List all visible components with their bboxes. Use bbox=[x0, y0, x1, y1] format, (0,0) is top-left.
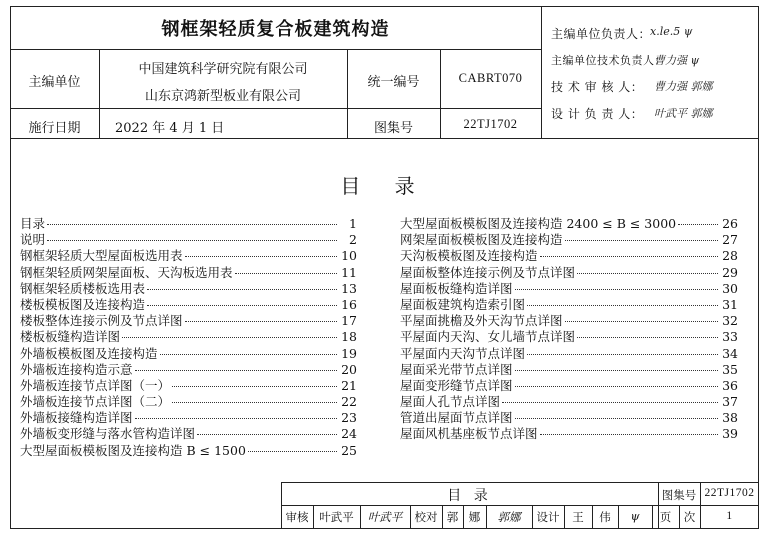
toc-leader-dots bbox=[540, 256, 718, 257]
toc-entry-title: 管道出屋面节点详图 bbox=[400, 410, 513, 426]
atlas-label: 图集号 bbox=[373, 121, 413, 136]
toc-entry[interactable] bbox=[20, 248, 357, 264]
toc-entry[interactable] bbox=[20, 232, 357, 248]
titleblock-cell: 叶武平 bbox=[367, 510, 403, 524]
toc-entry[interactable] bbox=[400, 426, 738, 442]
sponsor-2: 山东京鸿新型板业有限公司 bbox=[144, 89, 301, 104]
toc-entry-page: 31 bbox=[722, 296, 738, 312]
atlas-value: 22TJ1702 bbox=[463, 117, 518, 131]
toc-leader-dots bbox=[577, 273, 718, 274]
toc-title: 目 录 bbox=[340, 174, 429, 198]
toc-entry-page: 34 bbox=[722, 345, 738, 361]
toc-entry-title: 钢框架轻质楼板选用表 bbox=[20, 280, 146, 296]
titleblock-page-value: 1 bbox=[726, 510, 733, 522]
titleblock-cell: 审核 bbox=[285, 510, 309, 524]
titleblock-mid bbox=[281, 505, 759, 506]
toc-leader-dots bbox=[527, 305, 718, 306]
titleblock-top bbox=[281, 482, 759, 483]
toc-entry-title: 外墙板连接节点详图（一） bbox=[20, 377, 171, 393]
toc-leader-dots bbox=[147, 305, 337, 306]
toc-entry[interactable] bbox=[20, 426, 357, 442]
toc-leader-dots bbox=[515, 370, 718, 371]
toc-entry[interactable] bbox=[400, 362, 738, 378]
signature: 曹力强 ψ bbox=[654, 54, 700, 67]
toc-entry-title: 大型屋面板模板图及连接构造 2400 ≤ B ≤ 3000 bbox=[400, 216, 677, 231]
titleblock-atlas-label: 图集号 bbox=[661, 488, 697, 502]
toc-entry-title: 屋面板建筑构造索引图 bbox=[400, 296, 526, 312]
toc-entry-title: 目录 bbox=[20, 216, 46, 231]
code-value: CABRT070 bbox=[458, 71, 523, 85]
titleblock-cell: 伟 bbox=[599, 510, 611, 524]
toc-entry-page: 2 bbox=[349, 232, 357, 248]
toc-entry[interactable] bbox=[20, 362, 357, 378]
toc-leader-dots bbox=[185, 256, 337, 257]
toc-leader-dots bbox=[172, 386, 337, 387]
toc-entry-page: 10 bbox=[341, 248, 357, 264]
toc-entry[interactable] bbox=[20, 443, 357, 459]
code-label: 统一编号 bbox=[367, 75, 420, 90]
toc-entry-title: 大型屋面板模板图及连接构造 B ≤ 1500 bbox=[20, 442, 246, 458]
toc-entry[interactable] bbox=[20, 329, 357, 345]
titleblock-cell: 王 bbox=[572, 510, 584, 524]
toc-entry[interactable] bbox=[20, 216, 357, 232]
titleblock-cell-divider bbox=[700, 505, 701, 529]
toc-entry-title: 说明 bbox=[20, 232, 46, 248]
toc-entry-page: 33 bbox=[722, 329, 738, 345]
toc-entry-title: 外墙板连接构造示意 bbox=[20, 361, 133, 377]
toc-entry-page: 20 bbox=[341, 361, 357, 377]
toc-leader-dots bbox=[172, 402, 337, 403]
signoff-role: 主编单位负责人： bbox=[551, 27, 652, 41]
toc-leader-dots bbox=[197, 434, 337, 435]
toc-entry[interactable] bbox=[20, 394, 357, 410]
toc-leader-dots bbox=[47, 224, 337, 225]
toc-entry[interactable] bbox=[400, 216, 738, 232]
toc-entry-title: 屋面变形缝节点详图 bbox=[400, 377, 513, 393]
toc-entry-title: 平屋面内天沟、女儿墙节点详图 bbox=[400, 329, 576, 345]
toc-entry-title: 外墙板接缝构造详图 bbox=[20, 410, 133, 426]
sponsor-label: 主编单位 bbox=[28, 75, 81, 90]
signature: 叶武平 郭娜 bbox=[654, 107, 713, 120]
toc-leader-dots bbox=[235, 273, 337, 274]
toc-entry-title: 屋面人孔节点详图 bbox=[400, 394, 501, 410]
titleblock-cell: 校对 bbox=[414, 510, 438, 524]
toc-entry[interactable] bbox=[400, 232, 738, 248]
toc-entry-page: 30 bbox=[722, 280, 738, 296]
toc-entry[interactable] bbox=[20, 346, 357, 362]
toc-entry-page: 22 bbox=[341, 394, 357, 410]
toc-entry[interactable] bbox=[400, 329, 738, 345]
toc-entry[interactable] bbox=[400, 410, 738, 426]
atlas-title: 钢框架轻质复合板建筑构造 bbox=[161, 19, 390, 40]
header-divider bbox=[10, 49, 541, 50]
sponsor-1: 中国建筑科学研究院有限公司 bbox=[138, 62, 308, 77]
toc-entry-title: 平屋面内天沟节点详图 bbox=[400, 345, 526, 361]
toc-entry-page: 36 bbox=[722, 377, 738, 393]
toc-entry-title: 外墙板模板图及连接构造 bbox=[20, 345, 158, 361]
date-label: 施行日期 bbox=[28, 121, 81, 136]
toc-entry[interactable] bbox=[400, 378, 738, 394]
toc-leader-dots bbox=[678, 224, 718, 225]
toc-entry[interactable] bbox=[400, 394, 738, 410]
toc-entry-page: 35 bbox=[722, 361, 738, 377]
date-value: 2022 年 4 月 1 日 bbox=[115, 121, 225, 136]
toc-entry[interactable] bbox=[400, 313, 738, 329]
toc-entry-title: 网架屋面板模板图及连接构造 bbox=[400, 232, 563, 248]
toc-entry-page: 29 bbox=[722, 264, 738, 280]
titleblock-cell: 娜 bbox=[468, 510, 481, 524]
toc-left-column bbox=[20, 216, 357, 459]
toc-entry-page: 38 bbox=[722, 410, 738, 426]
toc-entry-title: 楼板整体连接示例及节点详图 bbox=[20, 313, 183, 329]
signoff-role: 主编单位技术负责人： bbox=[551, 54, 666, 67]
titleblock-atlas-value: 22TJ1702 bbox=[704, 487, 755, 499]
titleblock-cell: 叶武平 bbox=[319, 510, 354, 524]
toc-entry-title: 楼板模板图及连接构造 bbox=[20, 296, 146, 312]
titleblock-cell: 页 bbox=[659, 510, 672, 524]
toc-entry-title: 天沟板模板图及连接构造 bbox=[400, 248, 538, 264]
toc-entry-page: 39 bbox=[722, 426, 738, 442]
toc-entry-title: 屋面板板缝构造详图 bbox=[400, 280, 513, 296]
toc-entry-page: 23 bbox=[341, 410, 357, 426]
header-divider bbox=[10, 108, 541, 109]
toc-entry-page: 26 bbox=[722, 216, 738, 231]
toc-leader-dots bbox=[135, 370, 337, 371]
toc-entry[interactable] bbox=[20, 265, 357, 281]
toc-entry-title: 屋面风机基座板节点详图 bbox=[400, 426, 538, 442]
toc-entry[interactable] bbox=[20, 313, 357, 329]
toc-entry-page: 25 bbox=[341, 442, 357, 458]
toc-entry-page: 16 bbox=[341, 296, 357, 312]
toc-entry-page: 37 bbox=[722, 394, 738, 410]
toc-entry-title: 外墙板变形缝与落水管构造详图 bbox=[20, 426, 196, 442]
toc-entry-page: 24 bbox=[341, 426, 357, 442]
toc-entry-page: 17 bbox=[341, 313, 357, 329]
toc-entry[interactable] bbox=[400, 297, 738, 313]
signoff-role: 技 术 审 核 人： bbox=[551, 80, 644, 94]
toc-entry-title: 钢框架轻质网架屋面板、天沟板选用表 bbox=[20, 264, 233, 280]
toc-leader-dots bbox=[47, 240, 337, 241]
signoff-divider bbox=[541, 6, 542, 138]
toc-entry-page: 11 bbox=[341, 264, 357, 280]
toc-entry-page: 19 bbox=[341, 345, 357, 361]
toc-leader-dots bbox=[540, 434, 718, 435]
header-bottom-line bbox=[10, 138, 759, 139]
toc-entry[interactable] bbox=[20, 410, 357, 426]
toc-leader-dots bbox=[122, 337, 337, 338]
signoff-role: 设 计 负 责 人： bbox=[551, 107, 644, 121]
toc-entry[interactable] bbox=[400, 265, 738, 281]
toc-entry-title: 平屋面挑檐及外天沟节点详图 bbox=[400, 313, 563, 329]
toc-entry-title: 外墙板连接节点详图（二） bbox=[20, 394, 171, 410]
toc-entry-page: 13 bbox=[341, 280, 357, 296]
toc-leader-dots bbox=[527, 354, 718, 355]
titleblock-title: 目 录 bbox=[447, 488, 492, 504]
toc-leader-dots bbox=[185, 321, 337, 322]
toc-entry-title: 楼板板缝构造详图 bbox=[20, 329, 121, 345]
toc-leader-dots bbox=[248, 451, 337, 452]
toc-entry-title: 屋面板整体连接示例及节点详图 bbox=[400, 264, 576, 280]
toc-entry[interactable] bbox=[400, 281, 738, 297]
titleblock-cell: 设计 bbox=[536, 510, 560, 524]
toc-entry-title: 钢框架轻质大型屋面板选用表 bbox=[20, 248, 183, 264]
signature: 曹力强 郭娜 bbox=[654, 80, 713, 93]
toc-leader-dots bbox=[135, 418, 337, 419]
toc-leader-dots bbox=[515, 418, 718, 419]
toc-entry[interactable] bbox=[20, 281, 357, 297]
toc-entry[interactable] bbox=[400, 248, 738, 264]
titleblock-cell: 次 bbox=[683, 510, 696, 524]
toc-entry[interactable] bbox=[400, 346, 738, 362]
toc-leader-dots bbox=[577, 337, 718, 338]
toc-entry-title: 屋面采光带节点详图 bbox=[400, 361, 513, 377]
toc-entry-page: 21 bbox=[341, 377, 357, 393]
titleblock-cell: 郭 bbox=[446, 510, 459, 524]
titleblock-cell: ψ bbox=[630, 509, 640, 523]
toc-entry-page: 18 bbox=[341, 329, 357, 345]
toc-entry-page: 32 bbox=[722, 313, 738, 329]
signature: x.le.5 ψ bbox=[650, 25, 693, 38]
toc-entry-page: 28 bbox=[722, 248, 738, 264]
toc-entry[interactable] bbox=[20, 378, 357, 394]
toc-leader-dots bbox=[160, 354, 337, 355]
toc-leader-dots bbox=[515, 289, 718, 290]
titleblock-cell: 郭娜 bbox=[497, 510, 521, 524]
toc-leader-dots bbox=[515, 386, 718, 387]
toc-right-column bbox=[400, 216, 738, 443]
toc-entry[interactable] bbox=[20, 297, 357, 313]
toc-leader-dots bbox=[502, 402, 718, 403]
toc-leader-dots bbox=[147, 289, 337, 290]
toc-entry-page: 1 bbox=[349, 216, 357, 231]
toc-leader-dots bbox=[565, 240, 718, 241]
toc-leader-dots bbox=[565, 321, 718, 322]
toc-entry-page: 27 bbox=[722, 232, 738, 248]
